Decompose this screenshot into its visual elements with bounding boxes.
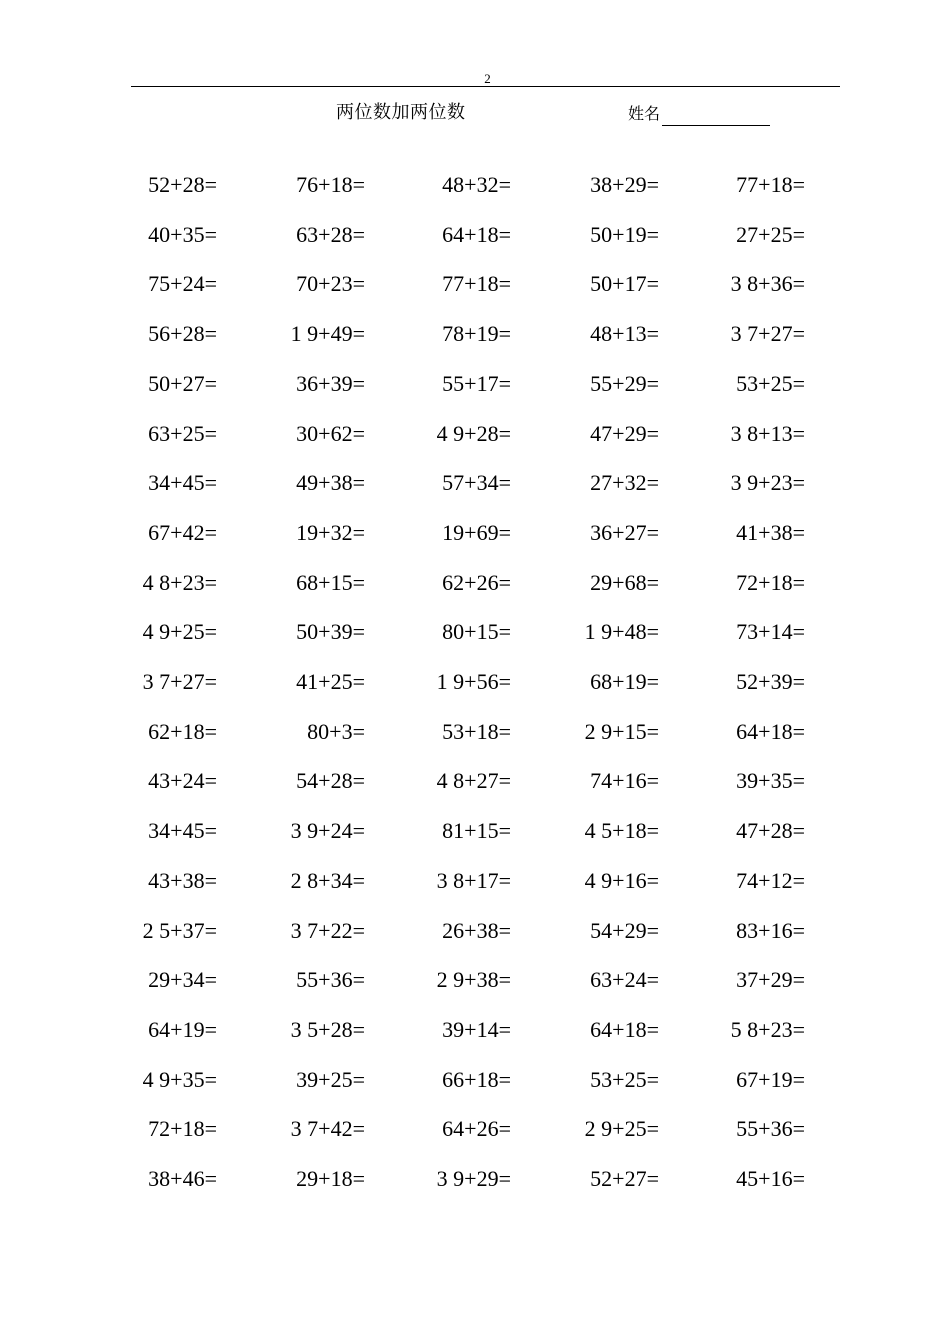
problem-item: 39+25= bbox=[296, 1066, 365, 1092]
problem-item: 19+69= bbox=[442, 519, 511, 545]
problem-item: 62+26= bbox=[442, 569, 511, 595]
problem-item: 4 5+18= bbox=[584, 818, 659, 844]
problem-item: 63+24= bbox=[590, 967, 659, 993]
problem-item: 2 5+37= bbox=[142, 917, 217, 943]
problem-item: 50+19= bbox=[590, 221, 659, 247]
problem-item: 29+68= bbox=[590, 569, 659, 595]
problem-item: 39+35= bbox=[736, 768, 805, 794]
problem-item: 45+16= bbox=[736, 1166, 805, 1191]
problem-item: 5 8+23= bbox=[730, 1016, 805, 1042]
problem-item: 62+18= bbox=[148, 718, 217, 744]
problem-item: 43+38= bbox=[148, 867, 217, 893]
problem-item: 34+45= bbox=[148, 818, 217, 844]
problem-item: 47+29= bbox=[590, 420, 659, 446]
problem-item: 64+18= bbox=[442, 221, 511, 247]
problem-item: 3 5+28= bbox=[290, 1016, 365, 1042]
problem-item: 49+38= bbox=[296, 470, 365, 496]
problem-item: 64+19= bbox=[148, 1016, 217, 1042]
problem-item: 3 7+42= bbox=[290, 1116, 365, 1142]
problem-item: 64+18= bbox=[736, 718, 805, 744]
problem-item: 41+38= bbox=[736, 519, 805, 545]
problem-item: 26+38= bbox=[442, 917, 511, 943]
problem-item: 52+39= bbox=[736, 669, 805, 694]
problem-item: 1 9+48= bbox=[584, 619, 659, 645]
problem-item: 57+34= bbox=[442, 470, 511, 496]
problem-item: 29+34= bbox=[148, 967, 217, 993]
problem-item: 4 9+16= bbox=[584, 867, 659, 893]
problem-item: 78+19= bbox=[442, 321, 511, 347]
problem-item: 3 7+27= bbox=[730, 321, 805, 347]
problem-item: 50+39= bbox=[296, 619, 365, 645]
problem-item: 2 9+15= bbox=[584, 718, 659, 744]
problem-item: 4 8+23= bbox=[142, 569, 217, 595]
problem-item: 2 8+34= bbox=[290, 867, 365, 893]
problem-item: 50+17= bbox=[590, 271, 659, 297]
problem-item: 4 9+35= bbox=[142, 1066, 217, 1092]
problem-item: 29+18= bbox=[296, 1166, 365, 1191]
problem-item: 80+15= bbox=[442, 619, 511, 645]
problem-item: 4 8+27= bbox=[436, 768, 511, 794]
problem-item: 36+39= bbox=[296, 370, 365, 396]
problem-item: 41+25= bbox=[296, 669, 365, 694]
problem-item: 74+12= bbox=[736, 867, 805, 893]
name-label: 姓名 bbox=[628, 106, 661, 123]
problem-item: 52+27= bbox=[590, 1166, 659, 1191]
problem-item: 50+27= bbox=[148, 370, 217, 396]
problem-item: 73+14= bbox=[736, 619, 805, 645]
page-number: 2 bbox=[484, 71, 491, 86]
problem-item: 70+23= bbox=[296, 271, 365, 297]
problem-item: 76+18= bbox=[296, 172, 365, 197]
problem-item: 63+25= bbox=[148, 420, 217, 446]
problem-item: 27+25= bbox=[736, 221, 805, 247]
problem-item: 43+24= bbox=[148, 768, 217, 794]
problem-item: 3 9+24= bbox=[290, 818, 365, 844]
problem-item: 4 9+25= bbox=[142, 619, 217, 645]
problem-item: 55+17= bbox=[442, 370, 511, 396]
problem-item: 53+25= bbox=[590, 1066, 659, 1092]
problem-item: 77+18= bbox=[442, 271, 511, 297]
problem-item: 39+14= bbox=[442, 1016, 511, 1042]
problem-item: 67+42= bbox=[148, 519, 217, 545]
problem-item: 64+26= bbox=[442, 1116, 511, 1142]
problem-item: 3 8+17= bbox=[436, 867, 511, 893]
problem-item: 72+18= bbox=[148, 1116, 217, 1142]
problem-item: 52+28= bbox=[148, 172, 217, 197]
problem-item: 53+25= bbox=[736, 370, 805, 396]
problem-item: 2 9+38= bbox=[436, 967, 511, 993]
problem-item: 63+28= bbox=[296, 221, 365, 247]
problem-item: 4 9+28= bbox=[436, 420, 511, 446]
problem-item: 1 9+49= bbox=[290, 321, 365, 347]
worksheet-title: 两位数加两位数 bbox=[336, 102, 466, 122]
problem-item: 81+15= bbox=[442, 818, 511, 844]
problem-item: 3 9+29= bbox=[436, 1166, 511, 1191]
problem-item: 36+27= bbox=[590, 519, 659, 545]
problem-item: 75+24= bbox=[148, 271, 217, 297]
problem-item: 38+29= bbox=[590, 172, 659, 197]
problem-item: 3 8+36= bbox=[730, 271, 805, 297]
problem-item: 47+28= bbox=[736, 818, 805, 844]
problem-item: 66+18= bbox=[442, 1066, 511, 1092]
problem-item: 68+15= bbox=[296, 569, 365, 595]
problem-item: 3 7+27= bbox=[142, 669, 217, 694]
problem-item: 3 9+23= bbox=[730, 470, 805, 496]
problem-item: 40+35= bbox=[148, 221, 217, 247]
problem-item: 64+18= bbox=[590, 1016, 659, 1042]
problem-item: 34+45= bbox=[148, 470, 217, 496]
problem-item: 56+28= bbox=[148, 321, 217, 347]
problem-item: 77+18= bbox=[736, 172, 805, 197]
problem-item: 54+29= bbox=[590, 917, 659, 943]
problem-item: 74+16= bbox=[590, 768, 659, 794]
problem-item: 80+3= bbox=[307, 718, 365, 744]
problem-item: 2 9+25= bbox=[584, 1116, 659, 1142]
problem-item: 48+32= bbox=[442, 172, 511, 197]
problem-item: 1 9+56= bbox=[436, 669, 511, 694]
problem-item: 19+32= bbox=[296, 519, 365, 545]
problem-item: 27+32= bbox=[590, 470, 659, 496]
problem-item: 55+29= bbox=[590, 370, 659, 396]
problem-item: 72+18= bbox=[736, 569, 805, 595]
problem-item: 37+29= bbox=[736, 967, 805, 993]
problem-item: 48+13= bbox=[590, 321, 659, 347]
problem-item: 55+36= bbox=[296, 967, 365, 993]
problem-item: 83+16= bbox=[736, 917, 805, 943]
problem-item: 3 8+13= bbox=[730, 420, 805, 446]
problem-item: 68+19= bbox=[590, 669, 659, 694]
problem-item: 53+18= bbox=[442, 718, 511, 744]
problem-item: 54+28= bbox=[296, 768, 365, 794]
problem-item: 3 7+22= bbox=[290, 917, 365, 943]
problem-item: 30+62= bbox=[296, 420, 365, 446]
problem-item: 67+19= bbox=[736, 1066, 805, 1092]
problem-item: 38+46= bbox=[148, 1166, 217, 1191]
problem-item: 55+36= bbox=[736, 1116, 805, 1142]
